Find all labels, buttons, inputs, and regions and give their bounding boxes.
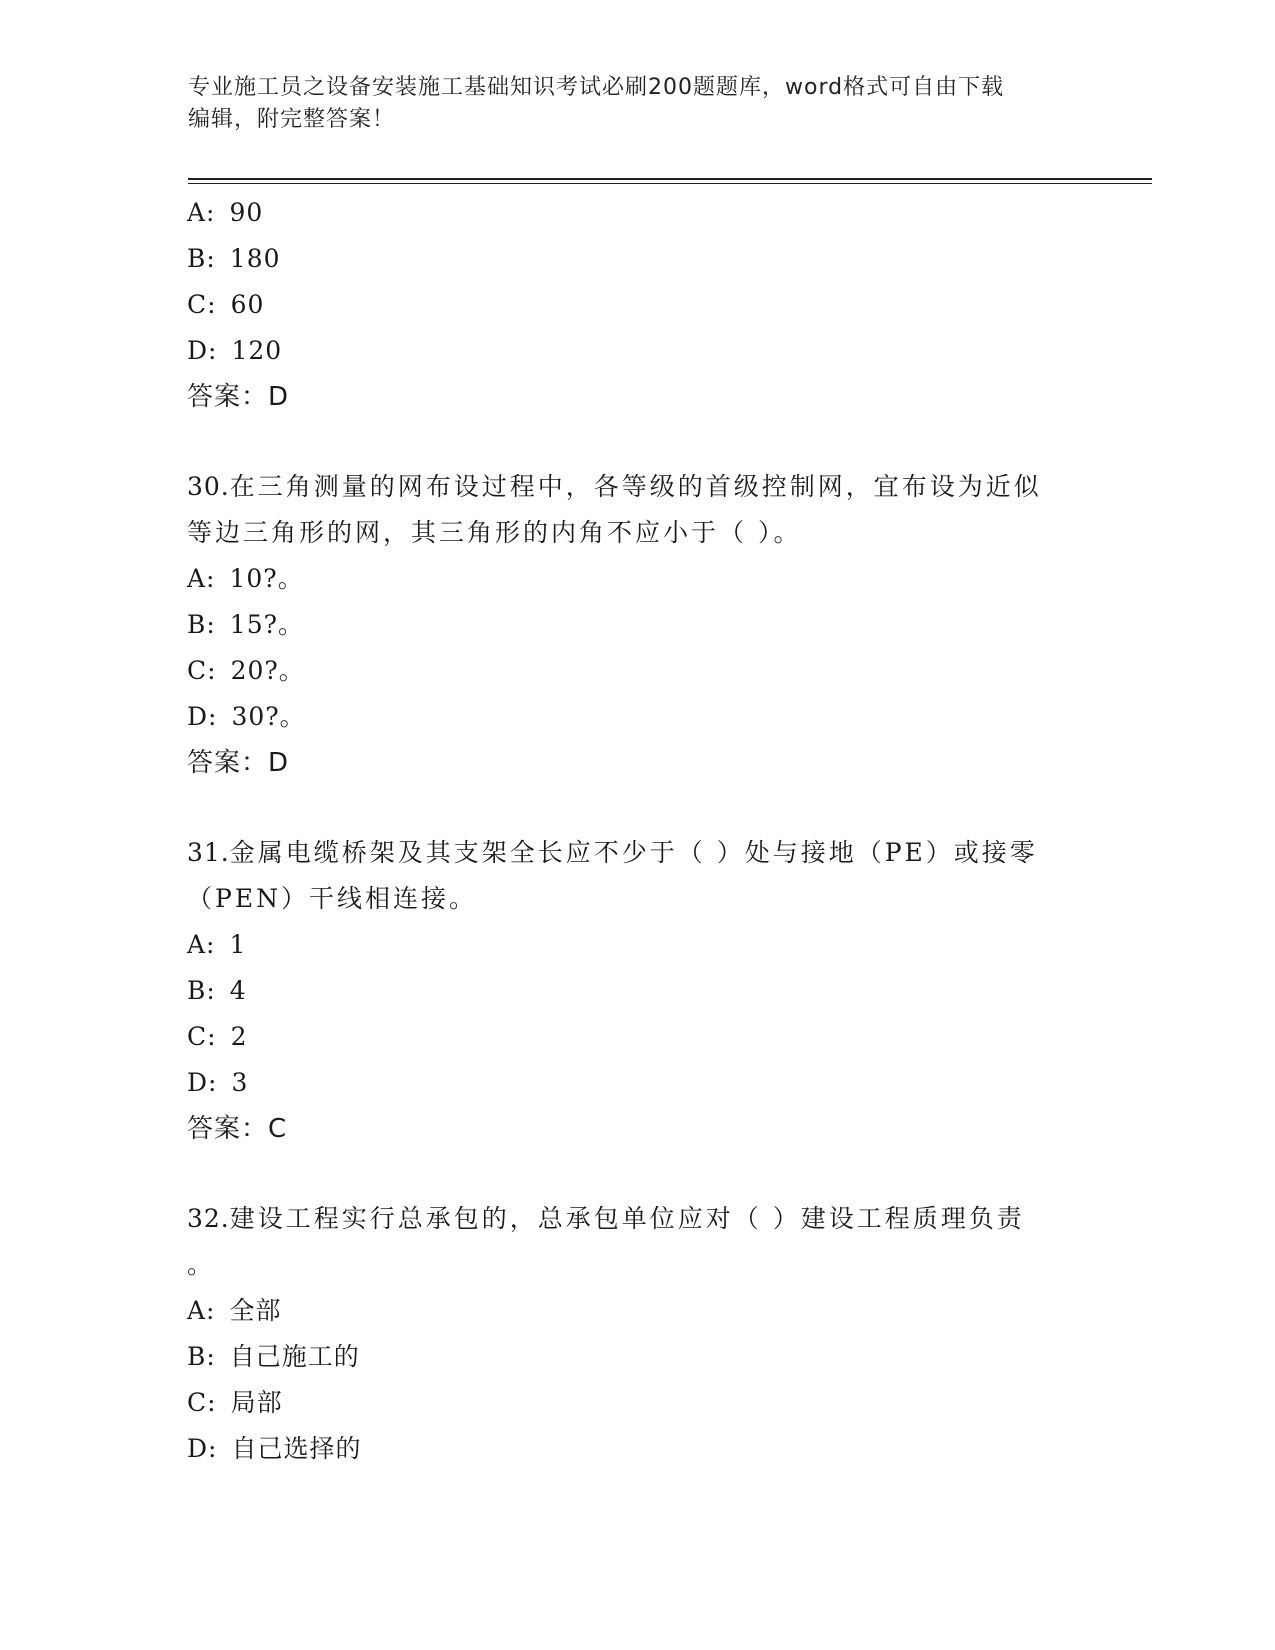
option-c: C: 20?。 (187, 656, 305, 685)
option-d: D: 30?。 (187, 702, 306, 731)
answer-line: 答案：D (187, 748, 290, 778)
header-divider-thick (188, 178, 1152, 180)
option-c: C: 局部 (187, 1388, 283, 1417)
option-b: B: 15?。 (187, 610, 305, 639)
header-line-1: 专业施工员之设备安装施工基础知识考试必刷200题题库，word格式可自由下载 (188, 75, 1005, 100)
option-c: C: 60 (187, 290, 265, 319)
question-text (187, 830, 1067, 922)
option-b: B: 180 (187, 244, 281, 273)
option-a: A: 全部 (187, 1296, 282, 1325)
header-line-2: 编辑，附完整答案！ (188, 107, 396, 132)
question-line-2: 。 (187, 1250, 216, 1279)
question-32 (187, 1196, 1087, 1472)
question-text (187, 464, 1067, 556)
option-a: A: 90 (187, 198, 264, 227)
answer-line: 答案：D (187, 382, 290, 412)
question-number: 32. (187, 1204, 230, 1233)
option-d: D: 3 (187, 1068, 249, 1097)
option-a: A: 10?。 (187, 564, 304, 593)
answer-line: 答案：C (187, 1114, 288, 1144)
header-divider-thin (188, 183, 1152, 184)
question-number: 31. (187, 838, 230, 867)
question-number: 30. (187, 472, 230, 501)
option-a: A: 1 (187, 930, 247, 959)
question-line-1: 建设工程实行总承包的，总承包单位应对（ ）建设工程质理负责 (229, 1204, 1025, 1233)
question-content (187, 190, 1087, 1472)
question-line-2: （PEN）干线相连接。 (187, 884, 477, 913)
question-30 (187, 464, 1087, 786)
question-line-2: 等边三角形的网，其三角形的内角不应小于（ ）。 (187, 518, 802, 547)
option-d: D: 120 (187, 336, 283, 365)
question-29 (187, 190, 1087, 420)
question-line-1: 在三角测量的网布设过程中，各等级的首级控制网，宜布设为近似 (229, 472, 1042, 501)
document-header (188, 72, 1068, 136)
option-b: B: 自己施工的 (187, 1342, 360, 1371)
question-31 (187, 830, 1087, 1152)
option-c: C: 2 (187, 1022, 248, 1051)
option-b: B: 4 (187, 976, 247, 1005)
question-line-1: 金属电缆桥架及其支架全长应不少于（ ）处与接地（PE）或接零 (229, 838, 1038, 867)
option-d: D: 自己选择的 (187, 1434, 362, 1463)
question-text (187, 1196, 1067, 1288)
